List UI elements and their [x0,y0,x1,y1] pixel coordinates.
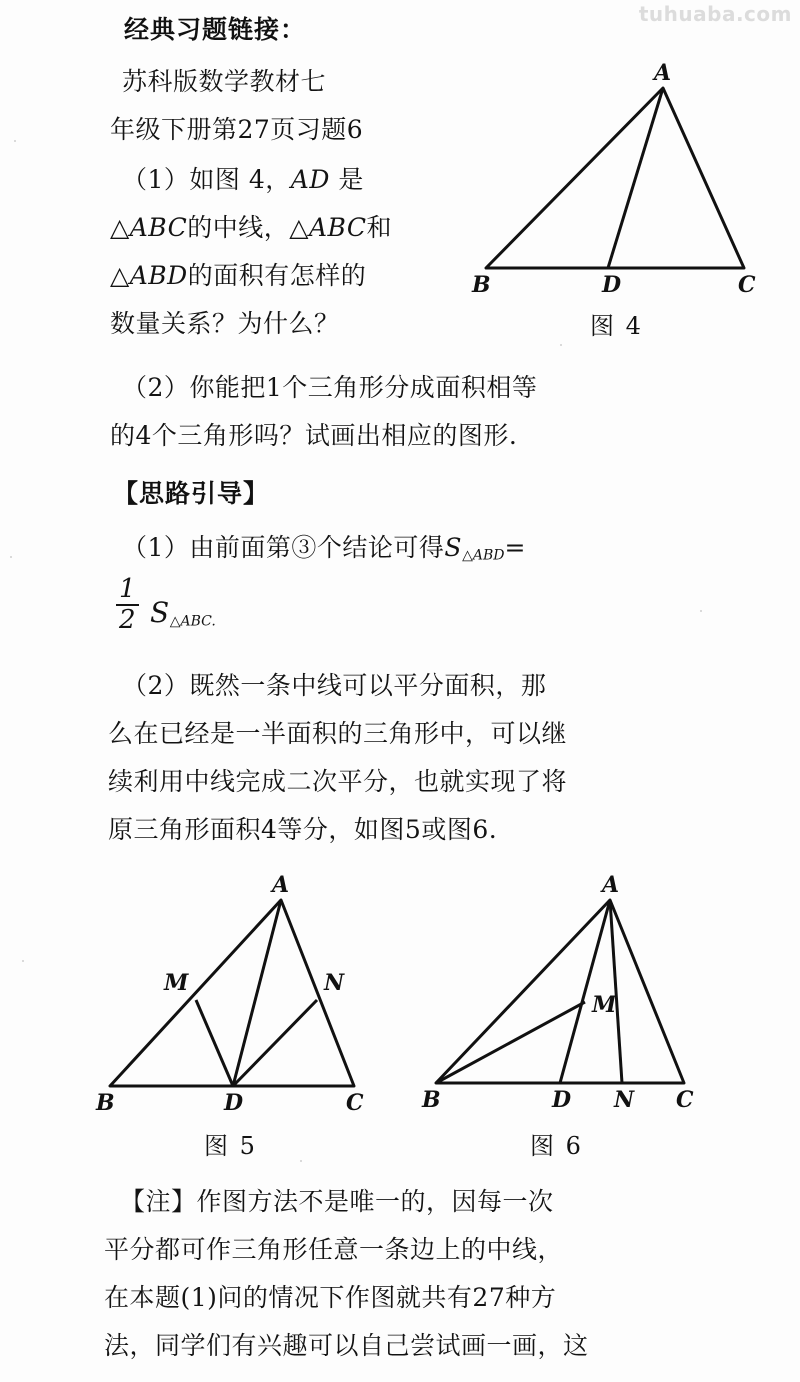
note-line-4: 法，同学们有兴趣可以自己尝试画一画，这 [104,1331,589,1360]
section-heading-thought-guide: 【思路引导】 [113,479,270,508]
triangle-abc-label-2: ABC [309,213,367,242]
fraction-one-half [116,576,139,635]
subscript-triangle-abc: △ABC. [169,613,216,630]
question1-segment-AD: AD [290,165,330,194]
question1-line-1 [122,160,364,196]
question2-line-2: 的4个三角形吗？试画出相应的图形. [110,421,518,450]
triangle-symbol-1: △ [110,213,130,242]
guide2-line-2: 么在已经是一半面积的三角形中，可以继 [108,719,568,748]
vertex-label-a: A [272,872,290,898]
point-label-n: N [324,970,345,996]
question1-line3-text: 的面积有怎样的 [187,261,367,290]
question1-line2-mid: 的中线，△ [187,213,309,242]
scan-speckle [300,1160,302,1162]
guide1-line-2 [150,596,216,630]
watermark-text: tuhuaba.com [638,2,792,26]
figure-6-caption: 图 6 [530,1132,583,1160]
point-label-m: M [164,970,189,996]
triangle-symbol-2: △ [110,261,130,290]
figure-5-caption: 图 5 [204,1132,257,1160]
triangle-abc-outline [436,900,684,1083]
vertex-label-c: C [676,1087,694,1113]
scan-speckle [14,140,16,142]
note-line-3: 在本题(1)问的情况下作图就共有27种方 [104,1283,557,1312]
vertex-label-b: B [472,272,491,298]
scan-speckle [22,960,24,962]
guide2-line-1: （2）既然一条中线可以平分面积，那 [122,671,547,700]
vertex-label-b: B [96,1090,115,1116]
area-symbol-S-abd: S [444,533,463,562]
vertex-label-n: N [614,1087,635,1113]
figure-4-caption: 图 4 [590,312,643,340]
scan-speckle [560,344,562,346]
question1-line2-end: 和 [366,213,393,242]
note-line-2: 平分都可作三角形任意一条边上的中线， [104,1235,564,1264]
note-line-1: 【注】作图方法不是唯一的，因每一次 [120,1187,554,1216]
vertex-label-b: B [422,1087,441,1113]
vertex-label-d: D [552,1087,572,1113]
vertex-label-c: C [738,272,756,298]
question2-line-1: （2）你能把1个三角形分成面积相等 [122,373,538,402]
triangle-abd-label: ABD [129,261,188,290]
section-heading-classic-exercise-link: 经典习题链接： [124,15,307,44]
vertex-label-c: C [346,1090,364,1116]
figure-6 [418,872,718,1160]
area-symbol-S-abc: S [150,596,170,629]
point-label-m: M [592,992,617,1018]
guide2-line-4: 原三角形面积4等分，如图5或图6. [108,815,498,844]
vertex-label-a: A [654,60,672,86]
figure-4 [468,60,778,340]
vertex-label-d: D [224,1090,244,1116]
textbook-source-line-1: 苏科版数学教材七 [122,67,327,96]
guide2-line-3: 续利用中线完成二次平分，也就实现了将 [108,767,568,796]
triangle-abc-label-1: ABC [129,213,188,242]
subscript-triangle-abd: △ABD [462,547,505,564]
figure-5 [96,872,386,1160]
question1-line-4: 数量关系？为什么？ [110,309,340,338]
fraction-denominator: 2 [119,605,136,636]
equals-sign: = [504,533,526,562]
guide1-line-1 [122,528,526,564]
scan-speckle [700,610,702,612]
triangle-abc-outline [110,900,354,1086]
figure-6-drawing [418,872,718,1113]
vertex-label-a: A [602,872,620,898]
guide1-text-prefix: （1）由前面第③个结论可得 [122,533,445,562]
fraction-numerator: 1 [119,574,136,604]
vertex-label-d: D [602,272,622,298]
median-md-segment [196,1000,233,1086]
question1-line-2 [110,208,392,244]
question1-line-3 [110,256,366,292]
scan-speckle [10,556,12,558]
question1-line1-prefix: （1）如图 4， [122,165,291,194]
question1-line1-suffix: 是 [329,165,364,194]
textbook-source-line-2: 年级下册第27页习题6 [110,115,364,144]
figure-5-drawing [96,872,386,1116]
figure-4-drawing [468,60,778,298]
